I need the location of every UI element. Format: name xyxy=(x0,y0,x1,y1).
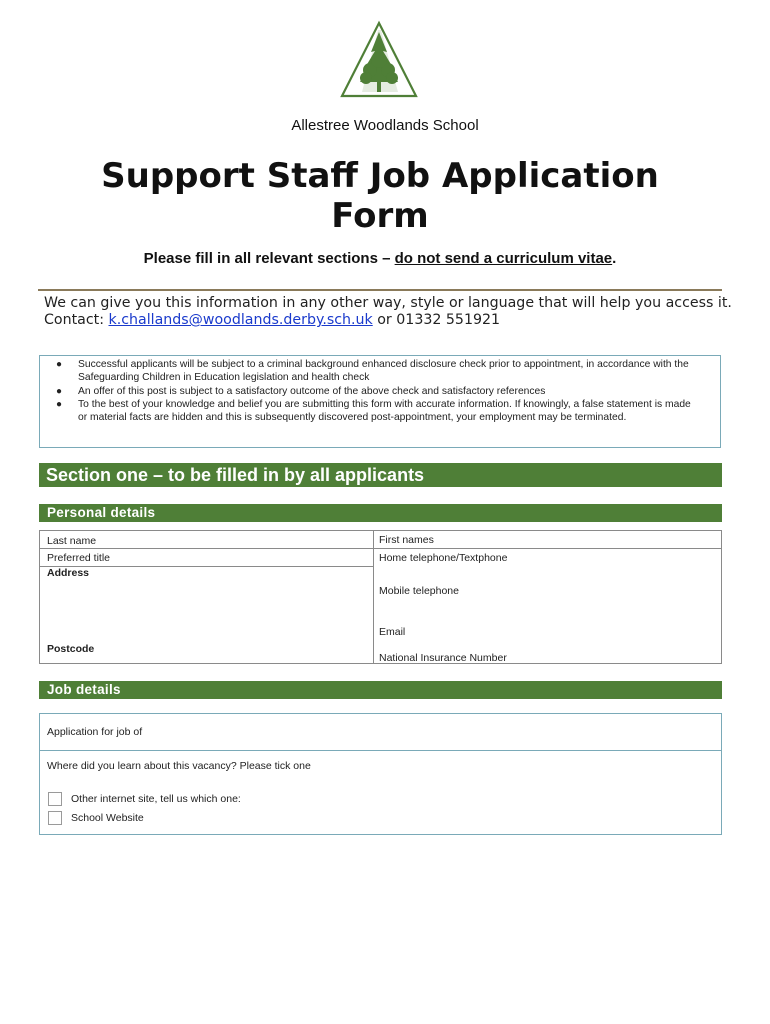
divider xyxy=(38,289,722,291)
job-details-table xyxy=(39,713,722,835)
notice-text: An offer of this post is subject to a satisfactory outcome of the above check and satisfactory references xyxy=(78,385,546,397)
row-divider xyxy=(40,566,373,567)
vacancy-question: Where did you learn about this vacancy? Please tick one xyxy=(47,760,311,772)
notice-box xyxy=(39,355,721,448)
bullet-icon: ● xyxy=(56,359,63,370)
instruction-prefix: Please fill in all relevant sections – xyxy=(143,250,395,267)
access-paragraph xyxy=(44,295,734,329)
mobile-telephone-field[interactable]: Mobile telephone xyxy=(379,585,459,597)
preferred-title-field[interactable]: Preferred title xyxy=(47,552,111,564)
access-text: We can give you this information in any other way, style or language that will help you access it. Contact: xyxy=(44,295,732,328)
contact-email-link[interactable]: k.challands@woodlands.derby.sch.uk xyxy=(108,312,373,328)
list-item xyxy=(56,358,702,385)
ni-number-field[interactable]: National Insurance Number xyxy=(379,652,507,664)
column-divider xyxy=(373,531,374,663)
contact-phone: or 01332 551921 xyxy=(372,312,501,328)
list-item xyxy=(56,398,702,425)
instruction-underlined: do not send a curriculum vitae xyxy=(394,250,613,267)
notice-text: Successful applicants will be subject to a criminal background enhanced disclosure check prior to appointment, in accordance with the Safeguarding Children in Education legislation and health check xyxy=(78,359,689,384)
personal-details-heading: Personal details xyxy=(39,504,722,522)
section-one-heading: Section one – to be filled in by all applicants xyxy=(39,463,722,487)
notice-list xyxy=(40,356,720,424)
email-field[interactable]: Email xyxy=(379,626,406,638)
row-divider xyxy=(374,548,721,549)
personal-details-table xyxy=(39,530,722,664)
first-names-field[interactable]: First names xyxy=(379,534,434,546)
option-label: Other internet site, tell us which one: xyxy=(71,793,241,805)
job-details-heading: Job details xyxy=(39,681,722,699)
instruction-line xyxy=(0,250,760,267)
bullet-icon: ● xyxy=(56,398,63,410)
school-website-checkbox[interactable] xyxy=(48,811,62,825)
option-label: School Website xyxy=(71,812,144,824)
address-field[interactable]: Address xyxy=(47,567,90,579)
row-divider xyxy=(40,548,373,549)
postcode-field[interactable]: Postcode xyxy=(47,643,95,655)
bullet-icon: ● xyxy=(56,385,63,397)
notice-text: To the best of your knowledge and belief you are submitting this form with accurate information. If knowingly, a false statement is made or material facts are hidden and this is subsequently discovered post-appointment, your employment may be terminated. xyxy=(78,398,691,424)
school-name: Allestree Woodlands School xyxy=(291,117,479,134)
list-item xyxy=(56,385,702,398)
tree-in-triangle-logo xyxy=(338,20,420,100)
last-name-field[interactable]: Last name xyxy=(47,535,97,547)
row-divider xyxy=(40,750,721,751)
other-internet-checkbox[interactable] xyxy=(48,792,62,806)
application-for-field[interactable]: Application for job of xyxy=(47,726,143,738)
instruction-suffix: . xyxy=(612,250,617,267)
page-title: Support Staff Job Application Form xyxy=(101,156,659,236)
home-telephone-field[interactable]: Home telephone/Textphone xyxy=(379,552,508,564)
